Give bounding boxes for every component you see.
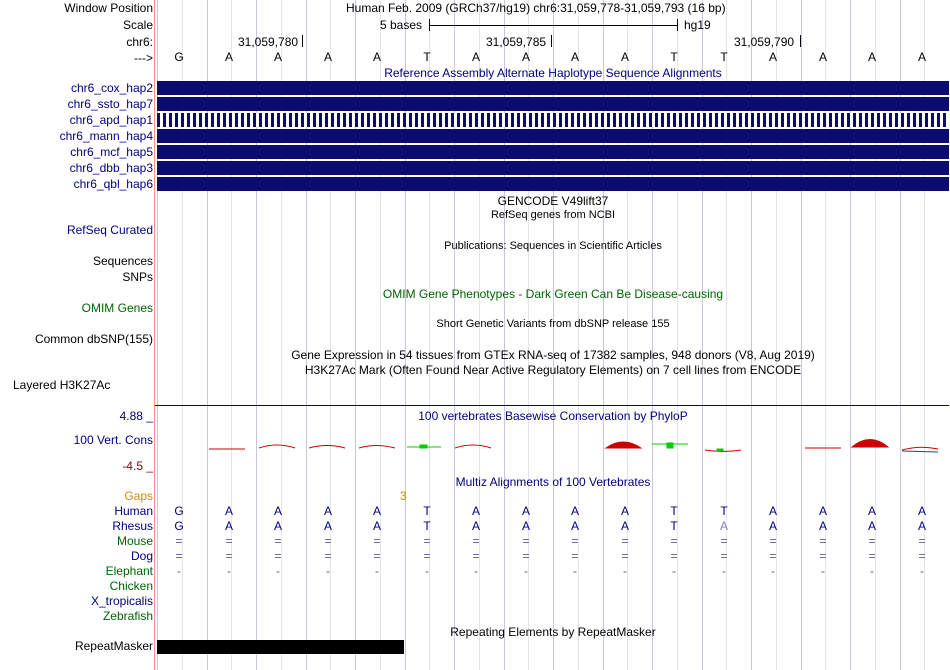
alignment-base: = bbox=[868, 534, 876, 548]
alignment-base: = bbox=[571, 534, 579, 548]
alignment-base: A bbox=[818, 519, 827, 533]
h3k27ac-title[interactable]: H3K27Ac Mark (Often Found Near Active Regulatory Elements) on 7 cell lines from ENCODE bbox=[304, 363, 802, 377]
snps-label[interactable]: SNPs bbox=[122, 270, 153, 284]
alignment-base: = bbox=[670, 549, 678, 563]
reference-base: A bbox=[867, 50, 876, 64]
alignment-base: A bbox=[917, 519, 926, 533]
alignment-base: A bbox=[768, 519, 777, 533]
position-2-tick bbox=[551, 35, 552, 47]
alignment-base: T bbox=[423, 504, 431, 518]
alignment-base: - bbox=[920, 564, 924, 578]
scale-label: Scale bbox=[122, 18, 153, 32]
alignment-base: - bbox=[623, 564, 627, 578]
species-label[interactable]: X_tropicalis bbox=[90, 594, 153, 608]
alignment-base: T bbox=[720, 504, 728, 518]
alignment-base: A bbox=[570, 519, 579, 533]
alignment-base: A bbox=[620, 519, 629, 533]
reference-base: A bbox=[521, 50, 530, 64]
alignment-base: - bbox=[227, 564, 231, 578]
alignment-base: = bbox=[522, 549, 530, 563]
position-1-tick bbox=[302, 35, 303, 47]
scale-right-text: hg19 bbox=[684, 18, 711, 32]
alignment-base: A bbox=[818, 504, 827, 518]
alignment-base: = bbox=[175, 534, 183, 548]
haplotypes-title[interactable]: Reference Assembly Alternate Haplotype Sequence Alignments bbox=[384, 66, 722, 80]
alignment-base: = bbox=[274, 549, 282, 563]
multiz-title[interactable]: Multiz Alignments of 100 Vertebrates bbox=[455, 475, 651, 489]
haplotype-label[interactable]: chr6_mann_hap4 bbox=[59, 129, 153, 143]
haplotype-label[interactable]: chr6_ssto_hap7 bbox=[67, 97, 153, 111]
gaps-value: 3 bbox=[400, 489, 407, 503]
alignment-base: - bbox=[474, 564, 478, 578]
alignment-base: A bbox=[867, 504, 876, 518]
alignment-base: = bbox=[819, 534, 827, 548]
haplotype-bar[interactable] bbox=[157, 145, 949, 159]
alignment-base: A bbox=[521, 519, 530, 533]
alignment-base: T bbox=[423, 519, 431, 533]
repeat-element-bar[interactable] bbox=[157, 640, 404, 654]
alignment-base: = bbox=[769, 549, 777, 563]
alignment-base: A bbox=[620, 504, 629, 518]
alignment-base: = bbox=[522, 534, 530, 548]
alignment-base: = bbox=[621, 549, 629, 563]
h3k27ac-baseline bbox=[155, 405, 949, 406]
chrom-label: chr6: bbox=[126, 35, 153, 49]
position-1: 31,059,780 bbox=[238, 35, 299, 49]
reference-base: T bbox=[720, 50, 728, 64]
alignment-base: A bbox=[273, 504, 282, 518]
species-label[interactable]: Rhesus bbox=[112, 519, 153, 533]
position-3-tick bbox=[800, 35, 801, 47]
species-label[interactable]: Human bbox=[114, 504, 153, 518]
alignment-base: A bbox=[521, 504, 530, 518]
publications-title[interactable]: Publications: Sequences in Scientific Articles bbox=[444, 240, 662, 252]
phylop-label[interactable]: 100 Vert. Cons bbox=[73, 433, 153, 447]
alignment-base: - bbox=[870, 564, 874, 578]
haplotype-label[interactable]: chr6_cox_hap2 bbox=[70, 81, 153, 95]
haplotype-bar[interactable] bbox=[157, 177, 949, 191]
alignment-base: = bbox=[373, 549, 381, 563]
haplotype-bar[interactable] bbox=[157, 97, 949, 111]
repeat-title[interactable]: Repeating Elements by RepeatMasker bbox=[450, 625, 656, 639]
haplotype-bar[interactable] bbox=[157, 113, 949, 127]
alignment-base: = bbox=[175, 549, 183, 563]
species-label[interactable]: Elephant bbox=[105, 564, 153, 578]
alignment-base: = bbox=[720, 534, 728, 548]
gaps-label[interactable]: Gaps bbox=[124, 489, 153, 503]
left-margin-line bbox=[154, 0, 155, 670]
alignment-base: = bbox=[769, 534, 777, 548]
gencode-title[interactable]: GENCODE V49lift37 bbox=[497, 194, 609, 208]
omim-title[interactable]: OMIM Gene Phenotypes - Dark Green Can Be Disease-causing bbox=[382, 287, 724, 301]
alignment-base: - bbox=[177, 564, 181, 578]
reference-base: A bbox=[372, 50, 381, 64]
strand-label: ---> bbox=[134, 51, 153, 65]
gtex-title[interactable]: Gene Expression in 54 tissues from GTEx RNA-seq of 17382 samples, 948 donors (V8, Aug 2019) bbox=[291, 348, 815, 362]
species-label[interactable]: Mouse bbox=[116, 534, 153, 548]
refseq-label[interactable]: RefSeq Curated bbox=[66, 223, 153, 237]
reference-base: G bbox=[174, 50, 184, 64]
dbsnp-label[interactable]: Common dbSNP(155) bbox=[34, 332, 153, 346]
reference-base: A bbox=[273, 50, 282, 64]
alignment-base: = bbox=[423, 534, 431, 548]
window-position-value[interactable]: Human Feb. 2009 (GRCh37/hg19) chr6:31,059,778-31,059,793 (16 bp) bbox=[346, 1, 726, 15]
reference-base: A bbox=[471, 50, 480, 64]
alignment-base: G bbox=[174, 504, 184, 518]
alignment-base: A bbox=[323, 519, 332, 533]
alignment-base: - bbox=[821, 564, 825, 578]
haplotype-bar[interactable] bbox=[157, 161, 949, 175]
reference-base: A bbox=[620, 50, 629, 64]
alignment-base: G bbox=[174, 519, 184, 533]
alignment-base: = bbox=[324, 549, 332, 563]
haplotype-bar[interactable] bbox=[157, 81, 949, 95]
alignment-base: = bbox=[225, 549, 233, 563]
species-label[interactable]: Dog bbox=[130, 549, 153, 563]
alignment-base: - bbox=[276, 564, 280, 578]
alignment-base: A bbox=[372, 504, 381, 518]
alignment-base: T bbox=[670, 519, 678, 533]
reference-base: T bbox=[670, 50, 678, 64]
alignment-base: - bbox=[573, 564, 577, 578]
alignment-base: = bbox=[571, 549, 579, 563]
alignment-base: - bbox=[672, 564, 676, 578]
phylop-wiggle bbox=[157, 430, 949, 466]
alignment-base: = bbox=[225, 534, 233, 548]
haplotype-label[interactable]: chr6_qbl_hap6 bbox=[73, 177, 153, 191]
reference-base: A bbox=[768, 50, 777, 64]
alignment-base: = bbox=[423, 549, 431, 563]
alignment-base: A bbox=[570, 504, 579, 518]
alignment-base: = bbox=[324, 534, 332, 548]
refseq-subtitle[interactable]: RefSeq genes from NCBI bbox=[490, 209, 616, 221]
phylop-title[interactable]: 100 vertebrates Basewise Conservation by PhyloP bbox=[418, 409, 688, 423]
alignment-base: A bbox=[273, 519, 282, 533]
omim-label[interactable]: OMIM Genes bbox=[81, 301, 153, 315]
position-3: 31,059,790 bbox=[734, 35, 795, 49]
alignment-base: = bbox=[621, 534, 629, 548]
alignment-base: - bbox=[771, 564, 775, 578]
alignment-base: A bbox=[224, 504, 233, 518]
reference-base: T bbox=[423, 50, 431, 64]
alignment-base: = bbox=[819, 549, 827, 563]
alignment-base: = bbox=[720, 549, 728, 563]
alignment-base: A bbox=[372, 519, 381, 533]
alignment-base: A bbox=[719, 519, 728, 533]
phylop-min: -4.5 _ bbox=[122, 459, 153, 473]
species-label[interactable]: Chicken bbox=[109, 579, 153, 593]
species-label[interactable]: Zebrafish bbox=[102, 609, 153, 623]
reference-base: A bbox=[570, 50, 579, 64]
reference-base: A bbox=[224, 50, 233, 64]
haplotype-label[interactable]: chr6_mcf_hap5 bbox=[70, 145, 153, 159]
alignment-base: = bbox=[373, 534, 381, 548]
repeat-label[interactable]: RepeatMasker bbox=[74, 639, 153, 653]
alignment-base: = bbox=[274, 534, 282, 548]
haplotype-label[interactable]: chr6_dbb_hap3 bbox=[69, 161, 153, 175]
alignment-base: = bbox=[918, 534, 926, 548]
alignment-base: A bbox=[471, 504, 480, 518]
scale-left-text: 5 bases bbox=[380, 18, 423, 32]
alignment-base: - bbox=[425, 564, 429, 578]
haplotype-label[interactable]: chr6_apd_hap1 bbox=[69, 113, 153, 127]
alignment-base: - bbox=[524, 564, 528, 578]
reference-base: A bbox=[323, 50, 332, 64]
dbsnp-title[interactable]: Short Genetic Variants from dbSNP release 155 bbox=[436, 318, 670, 330]
alignment-base: A bbox=[867, 519, 876, 533]
alignment-base: A bbox=[323, 504, 332, 518]
alignment-base: A bbox=[471, 519, 480, 533]
alignment-base: = bbox=[868, 549, 876, 563]
position-2: 31,059,785 bbox=[486, 35, 547, 49]
alignment-base: A bbox=[224, 519, 233, 533]
alignment-base: - bbox=[722, 564, 726, 578]
alignment-base: - bbox=[326, 564, 330, 578]
haplotype-bar[interactable] bbox=[157, 129, 949, 143]
sequences-label[interactable]: Sequences bbox=[92, 254, 153, 268]
alignment-base: A bbox=[917, 504, 926, 518]
window-position-label: Window Position bbox=[64, 1, 153, 15]
alignment-base: = bbox=[918, 549, 926, 563]
alignment-base: = bbox=[472, 549, 480, 563]
reference-base: A bbox=[917, 50, 926, 64]
alignment-base: - bbox=[375, 564, 379, 578]
alignment-base: T bbox=[670, 504, 678, 518]
reference-base: A bbox=[818, 50, 827, 64]
alignment-base: A bbox=[768, 504, 777, 518]
alignment-base: = bbox=[670, 534, 678, 548]
phylop-max: 4.88 _ bbox=[119, 409, 153, 423]
alignment-base: = bbox=[472, 534, 480, 548]
h3k27ac-label[interactable]: Layered H3K27Ac bbox=[13, 378, 111, 392]
